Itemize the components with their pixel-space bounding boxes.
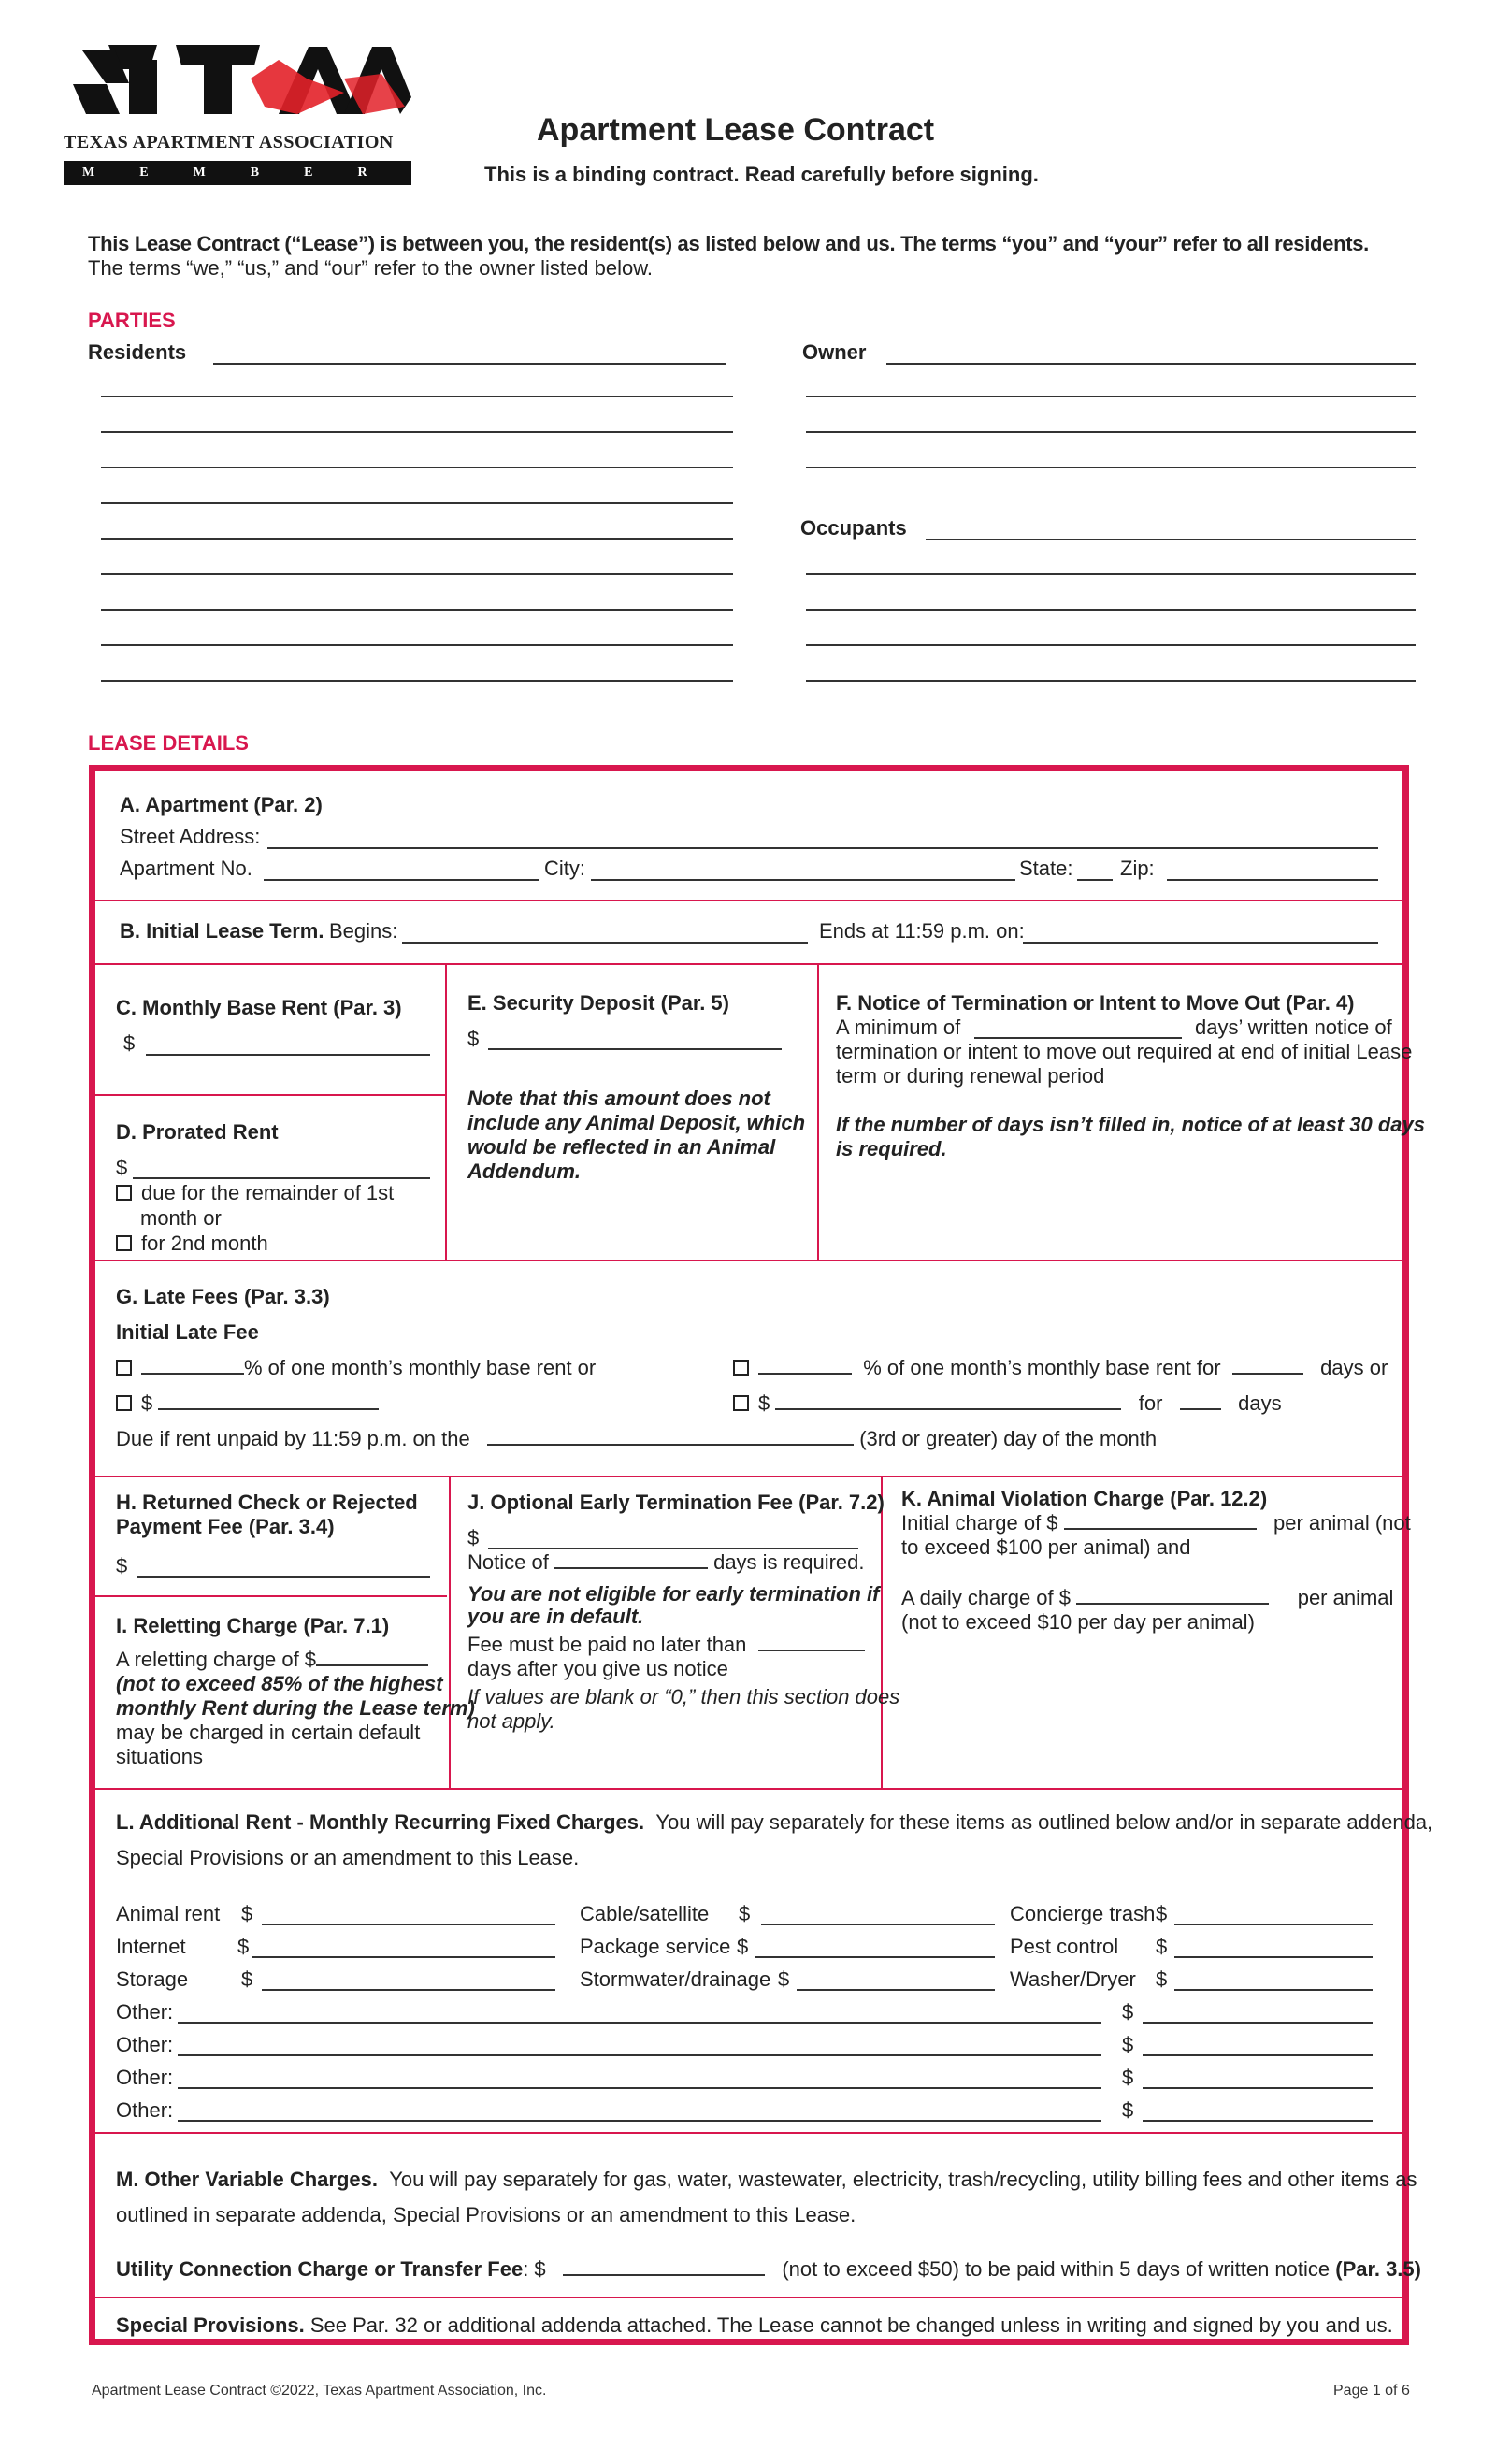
utility-connection: Utility Connection Charge or Transfer Fee: $ (not to exceed $50) to be paid within 5 days of written notice (Par. 3.5) <box>116 2257 1421 2281</box>
divider <box>95 1788 1402 1790</box>
occupants-field[interactable] <box>806 680 1416 682</box>
storage-field[interactable] <box>262 1989 555 1991</box>
occupants-field[interactable] <box>806 644 1416 646</box>
dollar-sign: $ <box>1156 1935 1168 1958</box>
divider <box>95 1260 1402 1261</box>
security-note: include any Animal Deposit, which <box>468 1111 806 1134</box>
residents-label: Residents <box>88 340 187 364</box>
other-amount-field[interactable] <box>1143 2054 1373 2056</box>
other-amount-field[interactable] <box>1143 2087 1373 2089</box>
occupants-field[interactable] <box>806 609 1416 611</box>
apartment-no-field[interactable] <box>264 879 539 881</box>
footer-copyright: Apartment Lease Contract ©2022, Texas Apartment Association, Inc. <box>92 2383 547 2399</box>
early-term-text: Fee must be paid no later than <box>468 1633 865 1657</box>
package-field[interactable] <box>755 1956 995 1958</box>
days-after-field[interactable] <box>758 1633 865 1651</box>
animal-initial: Initial charge of $ per animal (not <box>901 1511 1411 1535</box>
street-address-label: Street Address: <box>120 825 261 848</box>
city-field[interactable] <box>591 879 1015 881</box>
residents-field[interactable] <box>101 467 733 468</box>
page-title: Apartment Lease Contract <box>537 112 935 148</box>
due-day-field[interactable] <box>487 1427 854 1446</box>
charge-internet: Internet <box>116 1935 186 1958</box>
late-fee-due: Due if rent unpaid by 11:59 p.m. on the (3rd or greater) day of the month <box>116 1427 1158 1450</box>
prorated-rent-field[interactable] <box>133 1177 430 1179</box>
residents-field[interactable] <box>101 573 733 575</box>
section-h-title: H. Returned Check or Rejected <box>116 1491 418 1514</box>
zip-label: Zip: <box>1120 857 1155 880</box>
notice-days-field[interactable] <box>974 1037 1182 1039</box>
checkbox[interactable] <box>116 1185 132 1201</box>
begins-label: Begins: <box>329 919 398 943</box>
section-b-title: B. Initial Lease Term. <box>120 919 324 943</box>
other-desc-field[interactable] <box>178 2054 1101 2056</box>
section-k-title: K. Animal Violation Charge (Par. 12.2) <box>901 1487 1268 1510</box>
divider <box>95 2132 1402 2134</box>
divider <box>95 1595 447 1597</box>
divider <box>95 1094 447 1096</box>
dollar-sign: $ <box>1122 2000 1134 2024</box>
charge-stormwater: Stormwater/drainage <box>580 1967 771 1991</box>
washer-field[interactable] <box>1174 1989 1373 1991</box>
other-desc-field[interactable] <box>178 2120 1101 2122</box>
notice-days-field[interactable] <box>554 1550 708 1569</box>
taa-logo <box>64 41 411 187</box>
notice-text: term or during renewal period <box>836 1064 1105 1088</box>
dollar-sign: $ <box>468 1526 480 1549</box>
section-l-header: L. Additional Rent - Monthly Recurring Fixed Charges. You will pay separately for these items as outlined below and/or in separate addenda, <box>116 1810 1433 1834</box>
ends-field[interactable] <box>1023 942 1378 944</box>
logo-member-text: MEMBER <box>82 166 412 180</box>
checkbox[interactable] <box>733 1395 749 1411</box>
taa-logo-mark <box>64 41 411 125</box>
dollar-sign: $ <box>1122 2033 1134 2056</box>
charge-concierge: Concierge trash <box>1010 1902 1156 1925</box>
other-amount-field[interactable] <box>1143 2120 1373 2122</box>
street-address-field[interactable] <box>267 847 1378 849</box>
checkbox[interactable] <box>733 1360 749 1376</box>
animal-text: (not to exceed $10 per day per animal) <box>901 1610 1255 1634</box>
security-note: Note that this amount does not <box>468 1087 770 1110</box>
dollar-sign: $ <box>739 1902 751 1925</box>
section-f-title: F. Notice of Termination or Intent to Move Out (Par. 4) <box>836 991 1355 1015</box>
residents-field[interactable] <box>101 502 733 504</box>
late-fee-option-1[interactable]: % of one month’s monthly base rent or <box>116 1356 596 1380</box>
begins-field[interactable] <box>402 942 808 944</box>
animal-text: to exceed $100 per animal) and <box>901 1535 1191 1559</box>
divider <box>95 2297 1402 2298</box>
section-i-title: I. Reletting Charge (Par. 7.1) <box>116 1614 390 1637</box>
stormwater-field[interactable] <box>797 1989 995 1991</box>
initial-charge-field[interactable] <box>1064 1511 1257 1530</box>
charge-animal-rent: Animal rent <box>116 1902 221 1925</box>
footer-page-number: Page 1 of 6 <box>1333 2383 1410 2399</box>
special-provisions: Special Provisions. See Par. 32 or additional addenda attached. The Lease cannot be changed unless in writing and signed by you and us. <box>116 2313 1393 2337</box>
dollar-sign: $ <box>468 1027 480 1050</box>
other-desc-field[interactable] <box>178 2022 1101 2024</box>
prorated-option-1[interactable]: due for the remainder of 1st <box>116 1181 394 1205</box>
notice-text: termination or intent to move out required at end of initial Lease <box>836 1040 1413 1063</box>
other-label: Other: <box>116 2000 174 2024</box>
late-fee-option-2[interactable]: % of one month’s monthly base rent for days or <box>733 1356 1388 1380</box>
state-field[interactable] <box>1077 879 1113 881</box>
residents-field[interactable] <box>101 396 733 397</box>
dollar-sign: $ <box>1122 2066 1134 2089</box>
charge-pest: Pest control <box>1010 1935 1119 1958</box>
early-term-note: you are in default. <box>468 1605 644 1628</box>
divider <box>449 1476 451 1788</box>
dollar-sign: $ <box>1156 1902 1168 1925</box>
initial-late-fee-label: Initial Late Fee <box>116 1320 259 1344</box>
ends-label: Ends at 11:59 p.m. on: <box>819 919 1025 943</box>
divider <box>817 963 819 1260</box>
section-g-title: G. Late Fees (Par. 3.3) <box>116 1285 330 1308</box>
other-amount-field[interactable] <box>1143 2022 1373 2024</box>
checkbox[interactable] <box>116 1360 132 1376</box>
security-deposit-field[interactable] <box>488 1048 782 1050</box>
owner-field[interactable] <box>806 396 1416 397</box>
owner-field[interactable] <box>806 431 1416 433</box>
monthly-rent-field[interactable] <box>146 1054 430 1056</box>
early-term-note: not apply. <box>468 1709 555 1733</box>
early-term-text: days after you give us notice <box>468 1657 728 1680</box>
section-c-title: C. Monthly Base Rent (Par. 3) <box>116 996 402 1019</box>
concierge-field[interactable] <box>1174 1924 1373 1925</box>
residents-field[interactable] <box>101 680 733 682</box>
section-j-title: J. Optional Early Termination Fee (Par. 7.2) <box>468 1491 885 1514</box>
charge-storage: Storage <box>116 1967 189 1991</box>
divider <box>445 963 447 1260</box>
cable-field[interactable] <box>761 1924 995 1925</box>
dollar-sign: $ <box>116 1156 128 1179</box>
divider <box>881 1476 883 1788</box>
section-m-desc: outlined in separate addenda, Special Provisions or an amendment to this Lease. <box>116 2203 856 2226</box>
reletting-charge-field[interactable] <box>316 1648 428 1666</box>
reletting-text: situations <box>116 1745 203 1768</box>
security-note: would be reflected in an Animal <box>468 1135 776 1159</box>
state-label: State: <box>1019 857 1073 880</box>
dollar-sign: $ <box>737 1935 749 1958</box>
utility-fee-field[interactable] <box>563 2257 765 2276</box>
owner-field[interactable] <box>886 363 1416 365</box>
notice-note: is required. <box>836 1137 947 1160</box>
dollar-sign: $ <box>778 1967 790 1991</box>
section-d-title: D. Prorated Rent <box>116 1120 279 1144</box>
dollar-sign: $ <box>1122 2098 1134 2122</box>
early-termination-fee-field[interactable] <box>488 1548 858 1549</box>
reletting-note: monthly Rent during the Lease term) <box>116 1696 475 1720</box>
dollar-sign: $ <box>1156 1967 1168 1991</box>
charge-package: Package service <box>580 1935 731 1958</box>
city-label: City: <box>544 857 585 880</box>
reletting-text: A reletting charge of $ <box>116 1648 428 1672</box>
occupants-label: Occupants <box>800 516 907 540</box>
notice-min-label-2: days’ written notice of <box>1195 1016 1392 1039</box>
early-term-note: You are not eligible for early termination if <box>468 1582 880 1606</box>
occupants-field[interactable] <box>806 573 1416 575</box>
checkbox[interactable] <box>116 1395 132 1411</box>
returned-check-fee-field[interactable] <box>137 1576 430 1578</box>
residents-field[interactable] <box>101 644 733 646</box>
checkbox[interactable] <box>116 1235 132 1251</box>
residents-field[interactable] <box>101 538 733 540</box>
early-term-notice: Notice of days is required. <box>468 1550 865 1574</box>
residents-field[interactable] <box>213 363 726 365</box>
page-subtitle: This is a binding contract. Read carefully before signing. <box>484 163 1039 186</box>
residents-field[interactable] <box>101 431 733 433</box>
lease-details-heading: LEASE DETAILS <box>88 731 249 755</box>
divider <box>95 1476 1402 1477</box>
parties-heading: PARTIES <box>88 309 176 332</box>
notice-note: If the number of days isn’t filled in, notice of at least 30 days <box>836 1113 1425 1136</box>
divider <box>95 963 1402 965</box>
dollar-sign: $ <box>116 1554 128 1578</box>
residents-field[interactable] <box>101 609 733 611</box>
security-note: Addendum. <box>468 1160 581 1183</box>
other-label: Other: <box>116 2066 174 2089</box>
section-a-title: A. Apartment (Par. 2) <box>120 793 323 816</box>
daily-charge-field[interactable] <box>1076 1586 1269 1605</box>
section-e-title: E. Security Deposit (Par. 5) <box>468 991 729 1015</box>
section-h-title-2: Payment Fee (Par. 3.4) <box>116 1515 335 1538</box>
dollar-sign: $ <box>237 1935 250 1958</box>
intro-line-2: The terms “we,” “us,” and “our” refer to the owner listed below. <box>88 256 654 280</box>
owner-field[interactable] <box>806 467 1416 468</box>
other-label: Other: <box>116 2033 174 2056</box>
internet-field[interactable] <box>252 1956 555 1958</box>
reletting-note: (not to exceed 85% of the highest <box>116 1672 443 1695</box>
reletting-text: may be charged in certain default <box>116 1721 421 1744</box>
other-desc-field[interactable] <box>178 2087 1101 2089</box>
late-fee-option-4[interactable]: $ for days <box>733 1391 1282 1416</box>
prorated-option-2[interactable]: for 2nd month <box>116 1232 268 1256</box>
occupants-field[interactable] <box>926 539 1416 540</box>
animal-rent-field[interactable] <box>262 1924 555 1925</box>
owner-label: Owner <box>802 340 867 364</box>
other-label: Other: <box>116 2098 174 2122</box>
charge-washer: Washer/Dryer <box>1010 1967 1136 1991</box>
logo-org-name: TEXAS APARTMENT ASSOCIATION <box>64 132 394 152</box>
animal-daily: A daily charge of $ per animal <box>901 1586 1394 1609</box>
logo-member-bar <box>64 161 411 185</box>
pest-field[interactable] <box>1174 1956 1373 1958</box>
notice-min-label: A minimum of <box>836 1016 961 1039</box>
dollar-sign: $ <box>123 1031 136 1055</box>
divider <box>95 900 1402 901</box>
section-m-header: M. Other Variable Charges. You will pay separately for gas, water, wastewater, electricity, trash/recycling, utility billing fees and other items as <box>116 2168 1417 2191</box>
zip-field[interactable] <box>1167 879 1378 881</box>
apartment-no-label: Apartment No. <box>120 857 252 880</box>
intro-line-1: This Lease Contract (“Lease”) is between you, the resident(s) as listed below and us. The terms “you” and “your” refer to all residents. <box>88 232 1369 255</box>
early-term-note: If values are blank or “0,” then this section does <box>468 1685 900 1708</box>
late-fee-option-3[interactable]: $ <box>116 1391 379 1416</box>
section-l-desc: Special Provisions or an amendment to this Lease. <box>116 1846 580 1869</box>
dollar-sign: $ <box>241 1902 253 1925</box>
charge-cable: Cable/satellite <box>580 1902 710 1925</box>
dollar-sign: $ <box>241 1967 253 1991</box>
prorated-option-1-cont: month or <box>140 1206 222 1230</box>
